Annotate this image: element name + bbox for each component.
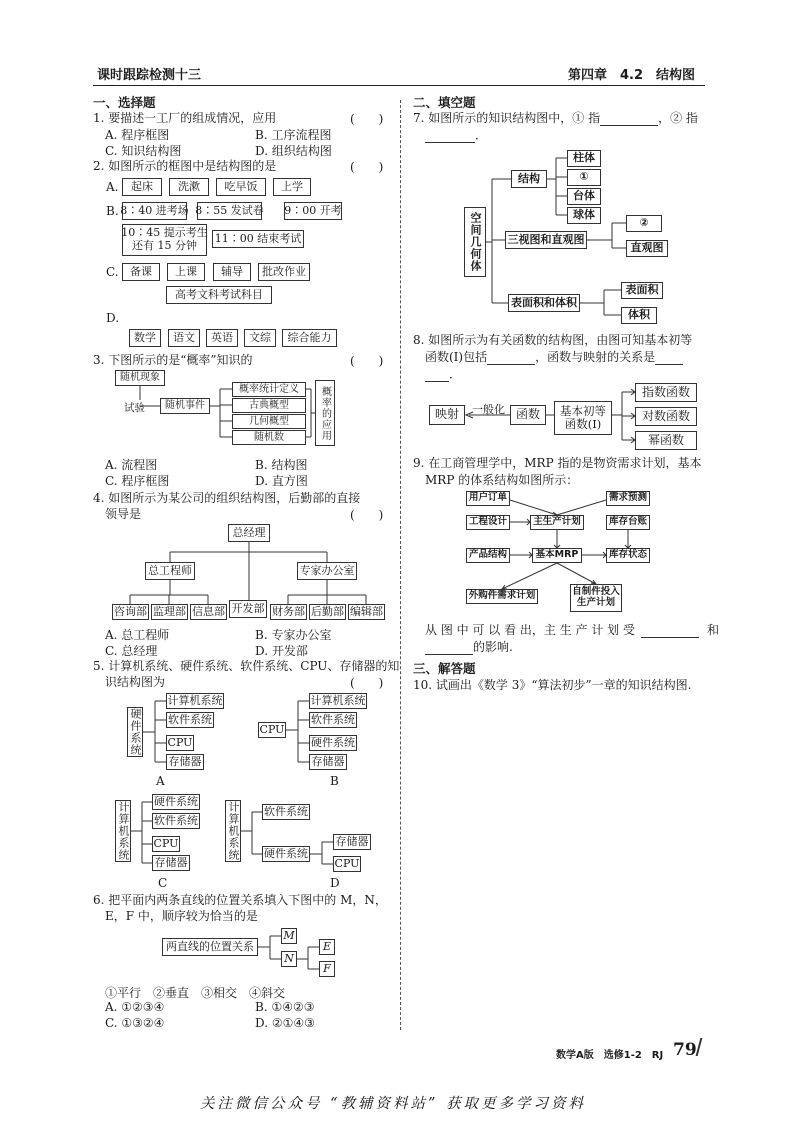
q2d-box-2: 语文: [168, 329, 200, 347]
q4-office: 专家办公室: [297, 562, 357, 580]
q6-text-2: E，F 中，顺序较为恰当的是: [105, 909, 258, 923]
q5a-sw: 软件系统: [166, 712, 214, 728]
q3-text: 3. 下图所示的是“概率”知识的: [93, 353, 253, 367]
q4-c5: 后勤部: [309, 604, 346, 620]
q3-box-b2: 古典概型: [232, 398, 306, 413]
q7-root: 空间几何体: [464, 207, 486, 277]
q2c-box-3: 辅导: [213, 263, 251, 281]
q6-text-1: 6. 把平面内两条直线的位置关系填入下图中的 M，N，: [93, 893, 387, 907]
q7-a2: 体积: [621, 307, 657, 324]
q2b-box-4-line1: 10∶45 提示考生: [121, 226, 208, 240]
q7-s1: 柱体: [567, 150, 601, 167]
q2c-box-2: 上课: [167, 263, 205, 281]
q6-choices: ①平行 ②垂直 ③相交 ④斜交: [105, 986, 286, 1000]
q5b-hw: 硬件系统: [309, 735, 357, 751]
q5-text-1: 5. 计算机系统、硬件系统、软件系统、CPU、存储器的知: [93, 659, 400, 673]
q4-text-2: 领导是: [105, 507, 142, 521]
q2-label-b: B.: [106, 204, 119, 218]
q2a-box-2: 洗漱: [169, 178, 209, 196]
q9-purchase: 外购件需求计划: [466, 589, 538, 604]
q8-func: 函数: [510, 405, 546, 425]
q4-dev: 开发部: [229, 600, 267, 618]
q5-label-c: C: [158, 876, 168, 890]
q4-opt-c[interactable]: C. 总经理: [105, 644, 158, 658]
q8-general: 一般化: [472, 403, 505, 416]
header-right: 第四章 4.2 结构图: [568, 68, 696, 83]
q5c-hw: 硬件系统: [152, 794, 200, 810]
q3-box-top: 随机现象: [115, 370, 165, 386]
q3-box-b1: 概率统计定义: [232, 382, 306, 397]
q1-paren: ( ): [350, 112, 384, 126]
q7-text-2: ．: [475, 128, 488, 142]
q8-basic: 基本初等函数(Ⅰ): [554, 401, 612, 435]
q3-opt-a[interactable]: A. 流程图: [105, 458, 158, 472]
q7-views: 三视图和直观图: [505, 231, 587, 249]
q2d-box-3: 英语: [206, 329, 238, 347]
q6-n: N: [281, 951, 297, 967]
q2-label-d: D.: [106, 311, 120, 325]
q5c-sw: 软件系统: [152, 813, 200, 829]
q9-forecast: 需求预测: [606, 491, 650, 506]
q3-box-trial: 试验: [124, 402, 145, 414]
q8-text-2b: ，函数与映射的关系是: [535, 350, 656, 364]
q7-s4: 球体: [567, 207, 601, 224]
q3-paren: ( ): [350, 354, 384, 368]
q6-root: 两直线的位置关系: [162, 938, 258, 956]
q1-text: 1. 要描述一工厂的组成情况，应用: [93, 111, 277, 125]
q8-text-3: ．: [449, 367, 462, 381]
q9-text-1: 9. 在工商管理学中，MRP 指的是物资需求计划，基本: [413, 456, 702, 470]
q5-label-b: B: [330, 774, 339, 788]
q3-box-b3: 几何概型: [232, 414, 306, 429]
q6-opt-c[interactable]: C. ①③②④: [105, 1016, 165, 1030]
q5b-mem: 存储器: [309, 754, 347, 770]
q3-box-b4: 随机数: [232, 430, 306, 445]
q6-f: F: [319, 961, 335, 977]
q7-struct: 结构: [511, 170, 547, 188]
q4-c3: 信息部: [190, 604, 227, 620]
q5a-cpu: CPU: [166, 735, 194, 751]
q9-after-2: 的影响.: [473, 640, 513, 654]
q2b-box-2: 8∶55 发试卷: [197, 202, 262, 220]
q9-state: 库存状态: [606, 548, 650, 563]
q9-master: 主生产计划: [530, 515, 584, 530]
q3-box-event: 随机事件: [160, 398, 210, 414]
q5d-sw: 软件系统: [262, 804, 310, 820]
q2b-box-1: 8∶40 进考场: [122, 202, 187, 220]
q5-text-2: 识结构图为: [105, 675, 166, 689]
q5b-root: CPU: [258, 722, 286, 738]
q3-opt-b[interactable]: B. 结构图: [255, 458, 308, 472]
q2b-box-5: 11∶00 结束考试: [212, 230, 304, 248]
q8-e1: 指数函数: [635, 383, 697, 402]
q4-root: 总经理: [228, 524, 270, 542]
q2a-box-4: 上学: [273, 178, 311, 196]
q7-a1: 表面积: [621, 282, 663, 299]
q4-paren: ( ): [350, 508, 384, 522]
q3-opt-c[interactable]: C. 程序框图: [105, 474, 170, 488]
q8-text-1: 8. 如图所示为有关函数的结构图，由图可知基本初等: [413, 333, 693, 347]
watermark: 关注微信公众号 “教辅资料站” 获取更多学习资料: [200, 1096, 587, 1112]
q7-text-1: 7. 如图所示的知识结构图中，① 指: [413, 111, 601, 125]
q4-opt-d[interactable]: D. 开发部: [255, 644, 308, 658]
q2d-box-4: 文综: [244, 329, 276, 347]
q4-c6: 编辑部: [348, 604, 385, 620]
q5c-cpu: CPU: [152, 836, 180, 852]
q5a-root: 硬件系统: [129, 708, 142, 756]
q1-opt-b[interactable]: B. 工序流程图: [255, 128, 332, 142]
q8-map: 映射: [429, 405, 465, 425]
q5d-cpu: CPU: [333, 856, 361, 872]
q5c-root: 计算机系统: [117, 801, 130, 861]
q2c-box-1: 备课: [122, 263, 160, 281]
q9-mrp: 基本MRP: [532, 548, 582, 563]
q6-opt-a[interactable]: A. ①②③④: [105, 1000, 165, 1014]
q4-opt-a[interactable]: A. 总工程师: [105, 628, 170, 642]
q7-text-1b: ，② 指: [658, 111, 698, 125]
q9-stock: 库存台账: [606, 515, 650, 530]
q6-m: M: [281, 928, 297, 944]
q9-order: 用户订单: [466, 491, 510, 506]
q9-blank-2[interactable]: [425, 654, 473, 655]
q9-self: 自制件投入生产计划: [570, 584, 622, 612]
q2a-box-3: 吃早饭: [216, 178, 266, 196]
q1-opt-d[interactable]: D. 组织结构图: [255, 144, 332, 158]
q4-c2: 监理部: [151, 604, 188, 620]
q7-v2: 直观图: [626, 240, 668, 257]
q9-after-1b: 和: [706, 623, 719, 637]
q5c-mem: 存储器: [152, 855, 190, 871]
section-title-fill: 二、填空题: [413, 95, 476, 110]
q4-c4: 财务部: [270, 604, 307, 620]
q5a-cs: 计算机系统: [166, 693, 224, 709]
q7-s3: 台体: [567, 188, 601, 205]
q2a-box-1: 起床: [122, 178, 162, 196]
q5d-root: 计算机系统: [227, 801, 240, 861]
q2b-box-3: 9∶00 开考: [284, 202, 342, 220]
q2-paren: ( ): [350, 160, 384, 174]
q5a-mem: 存储器: [166, 754, 204, 770]
q10-text: 10. 试画出《数学 3》“算法初步”一章的知识结构图.: [413, 678, 692, 692]
q8-e3: 幂函数: [635, 431, 697, 450]
q4-opt-b[interactable]: B. 专家办公室: [255, 628, 332, 642]
q9-blank-1[interactable]: [641, 637, 699, 638]
q5d-hw: 硬件系统: [262, 846, 310, 862]
q9-design: 工程设计: [466, 515, 510, 530]
header-left: 课时跟踪检测十三: [97, 68, 202, 83]
q8-e2: 对数函数: [635, 407, 697, 426]
q3-box-app: 概率的应用: [315, 380, 335, 446]
q2-label-a: A.: [106, 180, 119, 194]
q2b-box-4-line2: 还有 15 分钟: [132, 239, 197, 252]
q9-after-line-2: [425, 639, 513, 655]
q9-after-1: 从 图 中 可 以 看 出，主 生 产 计 划 受: [425, 623, 635, 637]
q7-s2: ①: [567, 169, 601, 186]
q2d-box-1: 数学: [129, 329, 161, 347]
section-title-choice: 一、选择题: [93, 95, 156, 110]
q2-text: 2. 如图所示的框图中是结构图的是: [93, 159, 277, 173]
q2d-root: 高考文科考试科目: [166, 286, 272, 304]
q7-v1: ②: [626, 215, 662, 232]
q4-text-1: 4. 如图所示为某公司的组织结构图，后勤部的直接: [93, 491, 361, 505]
q2c-box-4: 批改作业: [258, 263, 310, 281]
q9-text-2: MRP 的体系结构如图所示：: [425, 473, 579, 487]
footer-book: 数学A版 选修1-2 RJ: [556, 1050, 664, 1061]
q9-product: 产品结构: [466, 548, 510, 563]
q4-c1: 咨询部: [112, 604, 149, 620]
q5b-sw: 软件系统: [309, 712, 357, 728]
q6-e: E: [319, 939, 335, 955]
q2d-box-5: 综合能力: [282, 329, 337, 347]
q5-paren: ( ): [350, 676, 384, 690]
q4-eng: 总工程师: [145, 562, 195, 580]
q5-label-a: A: [156, 774, 165, 788]
q8-text-2a: 函数(Ⅰ)包括: [425, 350, 488, 364]
q1-opt-a[interactable]: A. 程序框图: [105, 128, 170, 142]
section-title-answer: 三、解答题: [413, 661, 476, 676]
q6-opt-d[interactable]: D. ②①④③: [255, 1016, 315, 1030]
q6-opt-b[interactable]: B. ①④②③: [255, 1000, 315, 1014]
q5b-cs: 计算机系统: [309, 693, 367, 709]
q7-area: 表面积和体积: [508, 294, 580, 312]
q5d-mem: 存储器: [333, 834, 371, 850]
q9-after-line-1: [425, 622, 719, 638]
q5-label-d: D: [330, 876, 340, 890]
footer-page: 79: [673, 1040, 697, 1060]
q2-label-c: C.: [106, 265, 119, 279]
q1-opt-c[interactable]: C. 知识结构图: [105, 144, 182, 158]
q3-opt-d[interactable]: D. 直方图: [255, 474, 308, 488]
